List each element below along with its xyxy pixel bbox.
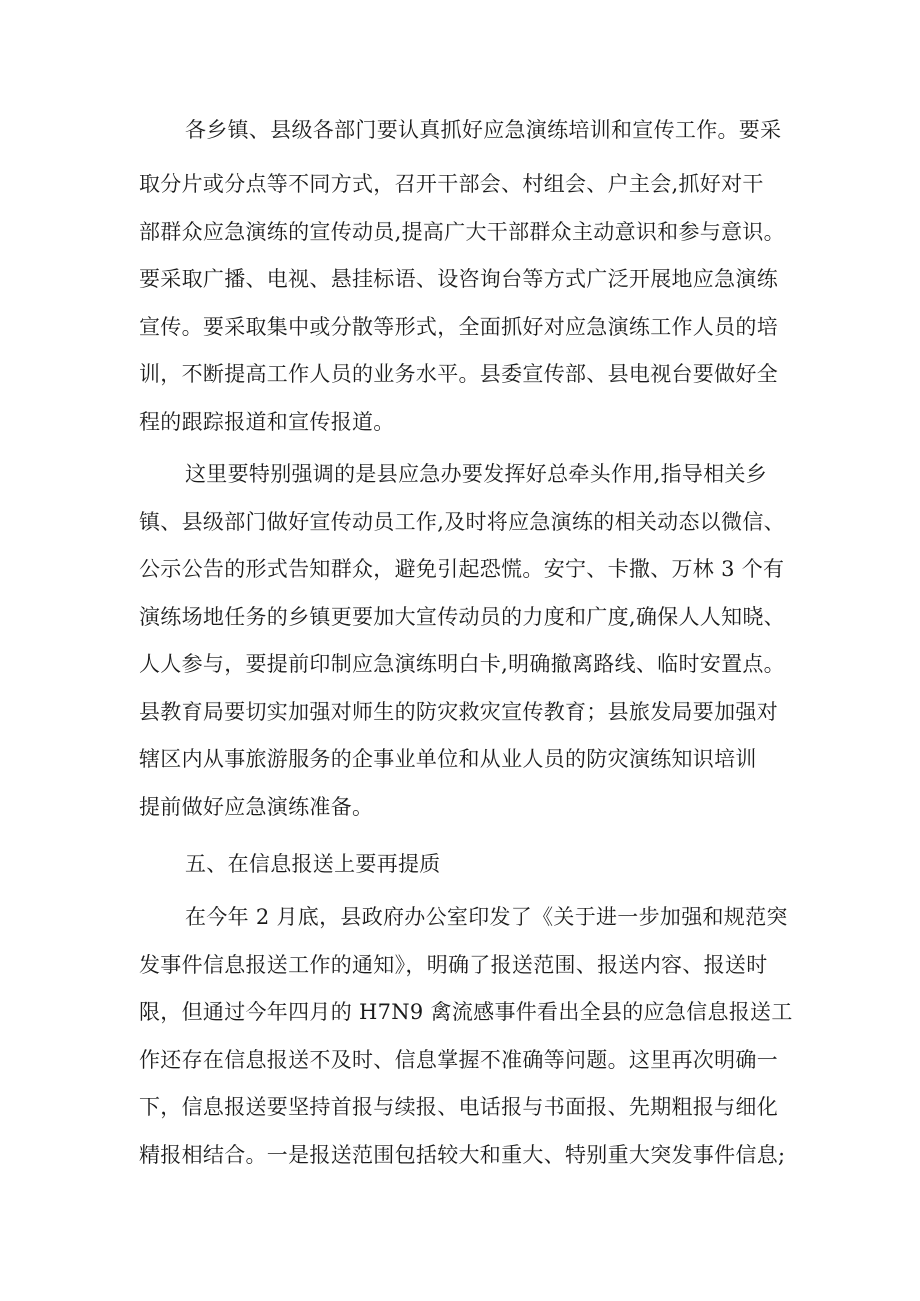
- text-line: 人人参与，要提前印制应急演练明白卡,明确撤离路线、临时安置点。: [139, 652, 785, 676]
- text-line: 精报相结合。一是报送范围包括较大和重大、特别重大突发事件信息;: [139, 1143, 786, 1167]
- text-line: 公示公告的形式告知群众，避免引起恐慌。安宁、卡撒、万林 3 个有: [139, 557, 785, 581]
- text-line: 镇、县级部门做好宣传动员工作,及时将应急演练的相关动态以微信、: [139, 510, 785, 534]
- text-line: 提前做好应急演练准备。: [139, 795, 374, 819]
- text-line: 县教育局要切实加强对师生的防灾救灾宣传教育；县旅发局要加强对: [139, 700, 778, 724]
- text-line: 发事件信息报送工作的通知》，明确了报送范围、报送内容、报送时: [139, 953, 768, 977]
- text-line: 要采取广播、电视、悬挂标语、设咨询台等方式广泛开展地应急演练: [139, 267, 778, 291]
- text-line: 宣传。要采取集中或分散等形式，全面抓好对应急演练工作人员的培: [139, 315, 778, 339]
- text-line: 辖区内从事旅游服务的企事业单位和从业人员的防灾演练知识培训: [139, 747, 757, 771]
- section-heading: 五、在信息报送上要再提质: [185, 852, 441, 876]
- text-line: 演练场地任务的乡镇更要加大宣传动员的力度和广度,确保人人知晓、: [139, 605, 785, 629]
- text-line: 取分片或分点等不同方式，召开干部会、村组会、户主会,抓好对干: [139, 172, 764, 196]
- text-line: 这里要特别强调的是县应急办要发挥好总牵头作用,指导相关乡: [185, 462, 768, 486]
- text-line: 限，但通过今年四月的 H7N9 禽流感事件看出全县的应急信息报送工: [139, 1000, 793, 1024]
- text-line: 作还存在信息报送不及时、信息掌握不准确等问题。这里再次明确一: [139, 1048, 778, 1072]
- text-line: 在今年 2 月底，县政府办公室印发了《关于进一步加强和规范突: [185, 905, 788, 929]
- text-line: 训，不断提高工作人员的业务水平。县委宣传部、县电视台要做好全: [139, 362, 778, 386]
- text-line: 各乡镇、县级各部门要认真抓好应急演练培训和宣传工作。要采: [185, 118, 782, 142]
- text-line: 程的跟踪报道和宣传报道。: [139, 410, 395, 434]
- text-line: 下，信息报送要坚持首报与续报、电话报与书面报、先期粗报与细化: [139, 1095, 778, 1119]
- text-line: 部群众应急演练的宣传动员,提高广大干部群众主动意识和参与意识。: [139, 220, 785, 244]
